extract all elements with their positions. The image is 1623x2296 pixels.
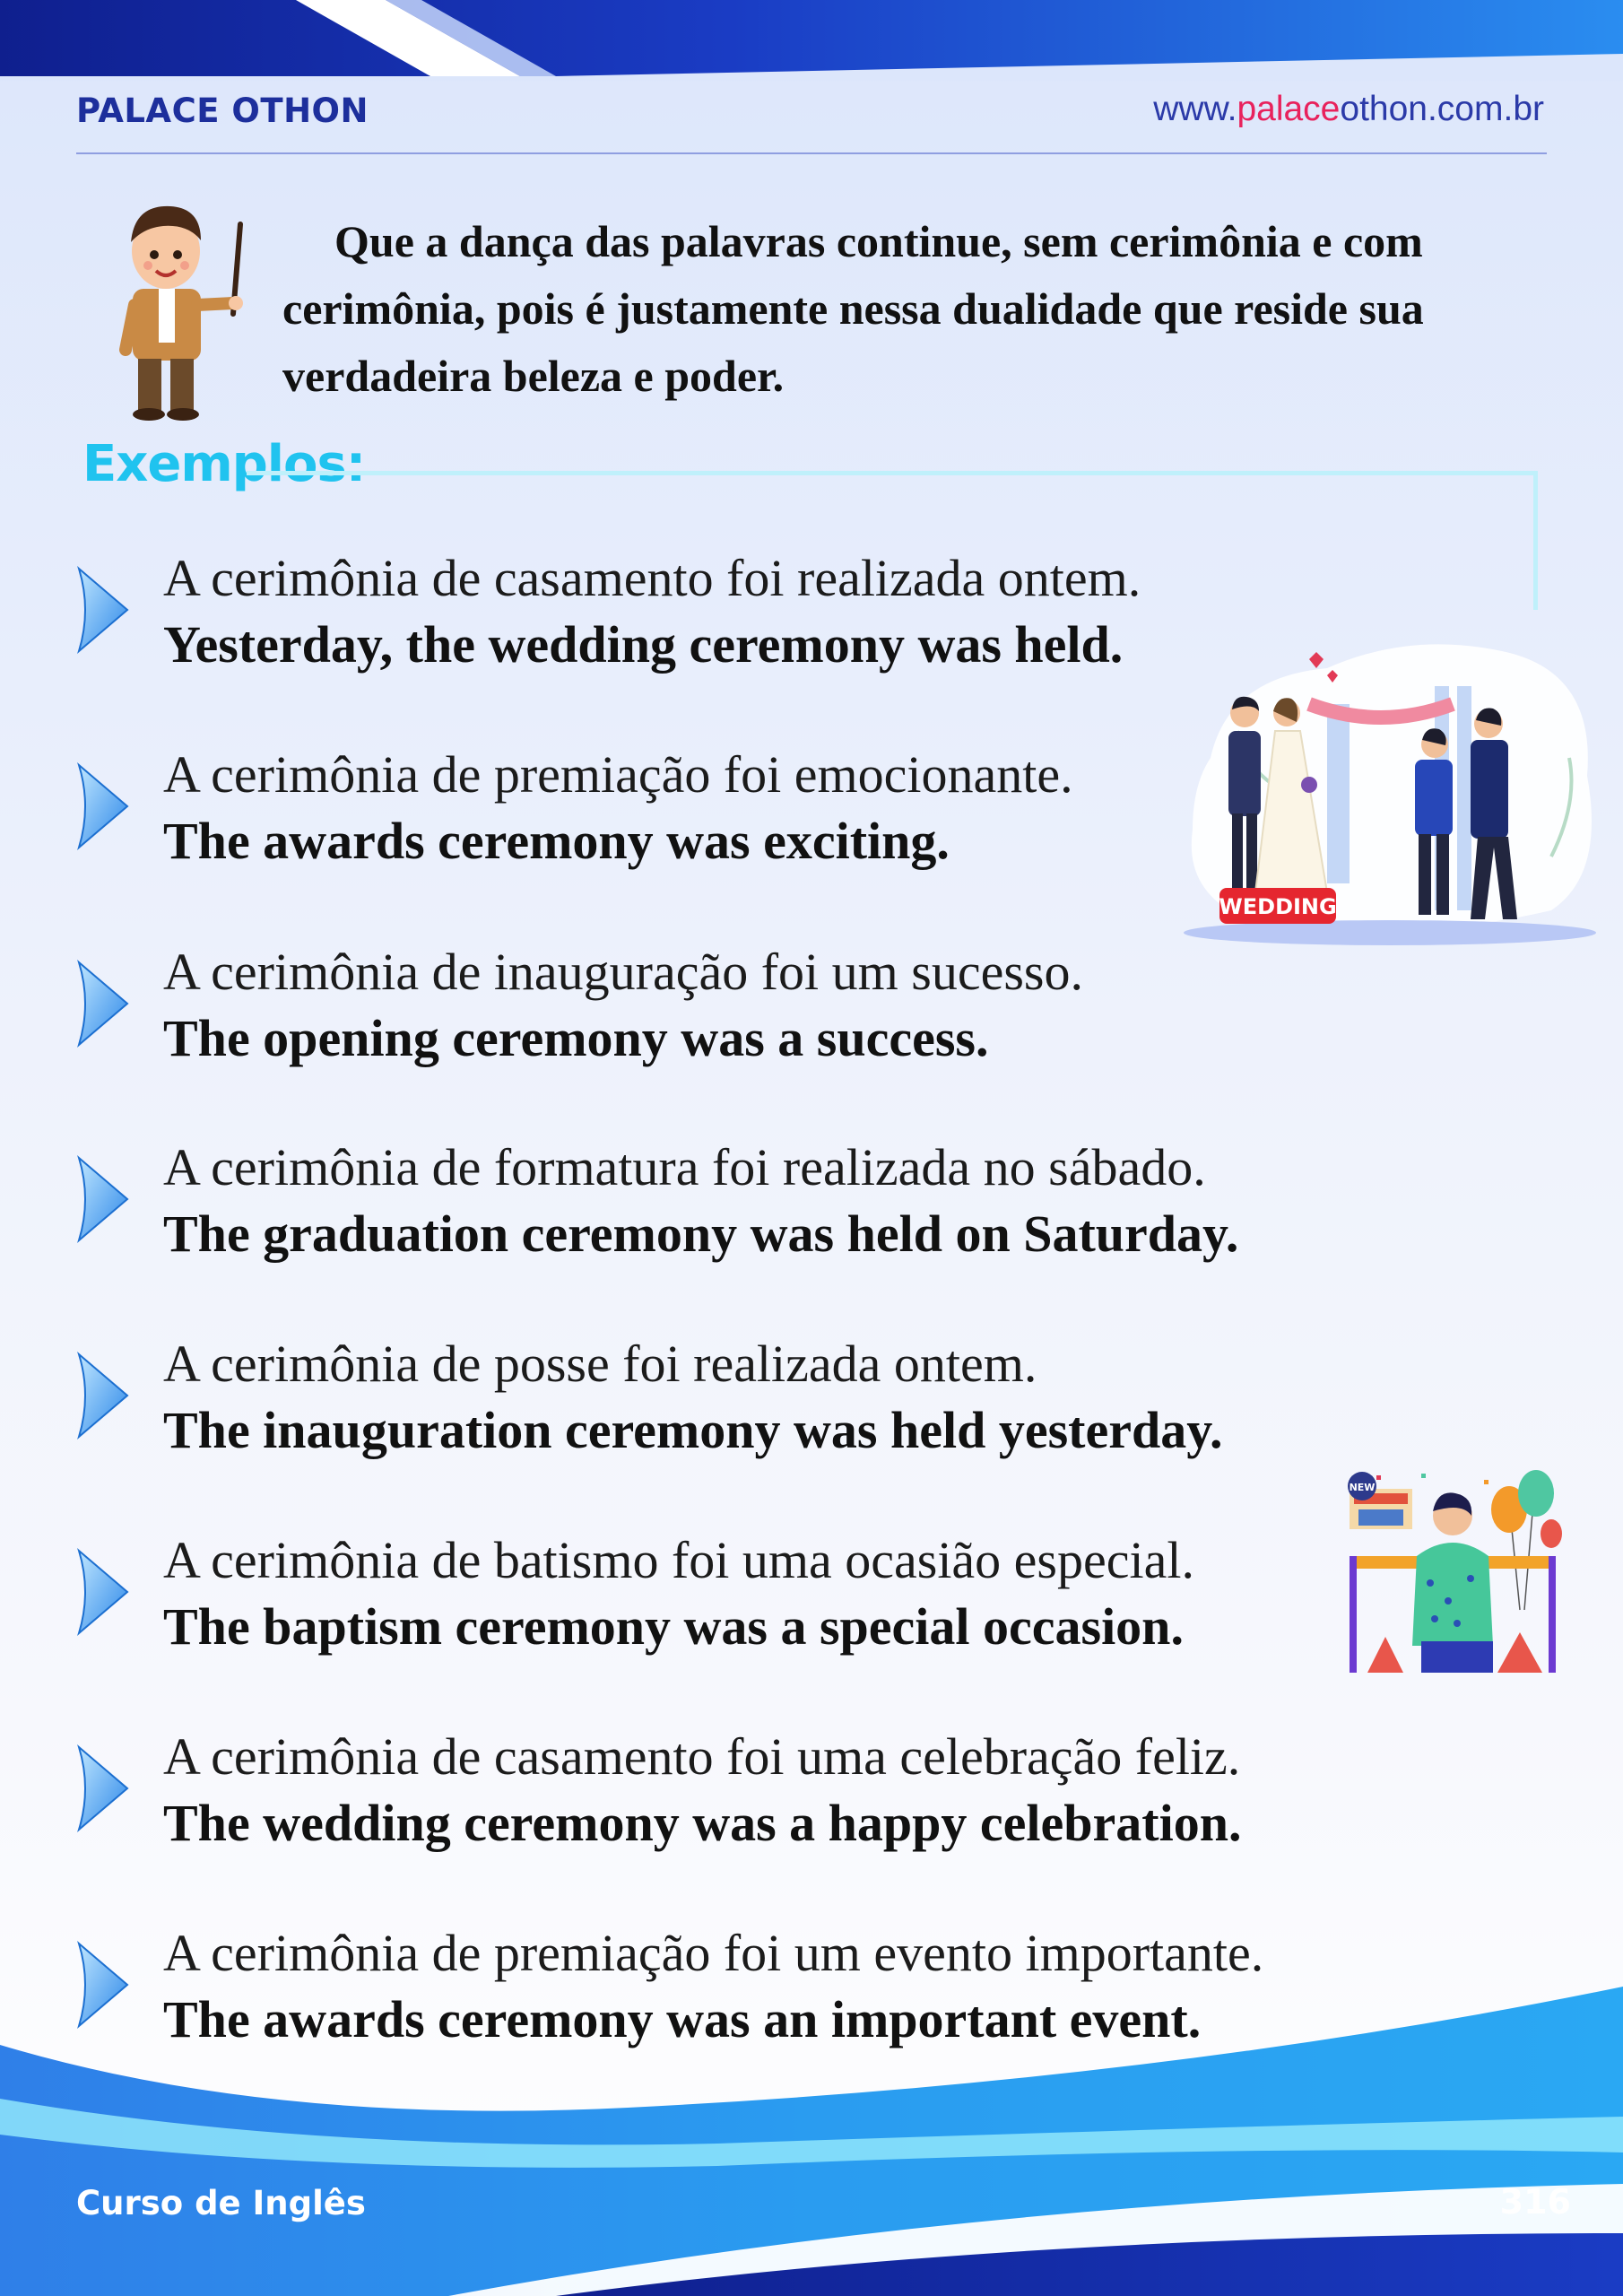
- course-name: Curso de Inglês: [76, 2184, 366, 2222]
- teacher-illustration: [108, 188, 256, 422]
- intro-paragraph: [282, 208, 1547, 410]
- website-prefix: www.: [1153, 90, 1237, 128]
- arrow-bullet-icon: [75, 1744, 131, 1833]
- arrow-bullet-icon: [75, 761, 131, 851]
- example-item: [0, 1727, 1623, 1865]
- example-item: [0, 1138, 1623, 1275]
- example-english: The graduation ceremony was held on Saturday.: [163, 1205, 1239, 1263]
- wedding-illustration: [1175, 623, 1605, 960]
- examples-heading: Exemplos:: [82, 435, 366, 493]
- arrow-bullet-icon: [75, 565, 131, 655]
- example-english: The inauguration ceremony was held yesterday.: [163, 1401, 1223, 1459]
- header-divider: [76, 152, 1547, 154]
- example-english: Yesterday, the wedding ceremony was held.: [163, 615, 1124, 674]
- example-english: The baptism ceremony was a special occasion.: [163, 1597, 1184, 1656]
- example-portuguese: A cerimônia de inauguração foi um sucesso.: [163, 943, 1083, 1001]
- arrow-bullet-icon: [75, 1547, 131, 1637]
- example-portuguese: A cerimônia de formatura foi realizada no sábado.: [163, 1138, 1206, 1196]
- example-portuguese: A cerimônia de casamento foi uma celebração feliz.: [163, 1727, 1241, 1786]
- top-decorative-band: [0, 0, 1623, 81]
- wedding-sign-text: WEDDING: [1219, 894, 1337, 919]
- example-portuguese: A cerimônia de premiação foi emocionante.: [163, 745, 1073, 804]
- new-badge-text: NEW: [1349, 1482, 1376, 1493]
- party-illustration: [1341, 1466, 1565, 1677]
- example-portuguese: A cerimônia de premiação foi um evento importante.: [163, 1924, 1264, 1982]
- example-item: [0, 945, 1623, 1080]
- arrow-bullet-icon: [75, 1351, 131, 1440]
- brand-name: PALACE OTHON: [76, 91, 369, 130]
- example-item: [0, 1337, 1623, 1472]
- arrow-bullet-icon: [75, 959, 131, 1048]
- page-number: 316: [1499, 2182, 1571, 2222]
- website-suffix: othon.com.br: [1340, 90, 1544, 128]
- example-portuguese: A cerimônia de batismo foi uma ocasião especial.: [163, 1531, 1194, 1589]
- intro-text: Que a dança das palavras continue, sem cerimônia e com cerimônia, pois é justamente nessa dualidade que reside sua verdadeira beleza e poder.: [282, 216, 1424, 401]
- website-highlight: palace: [1237, 90, 1341, 128]
- arrow-bullet-icon: [75, 1154, 131, 1244]
- example-portuguese: A cerimônia de casamento foi realizada ontem.: [163, 549, 1141, 607]
- example-english: The awards ceremony was exciting.: [163, 812, 950, 870]
- example-english: The wedding ceremony was a happy celebration.: [163, 1794, 1242, 1852]
- example-english: The opening ceremony was a success.: [163, 1009, 989, 1067]
- bottom-decorative-band: [0, 1973, 1623, 2296]
- website-url[interactable]: [1153, 90, 1544, 129]
- example-portuguese: A cerimônia de posse foi realizada ontem.: [163, 1335, 1037, 1393]
- example-english: The awards ceremony was an important event.: [163, 1990, 1202, 2048]
